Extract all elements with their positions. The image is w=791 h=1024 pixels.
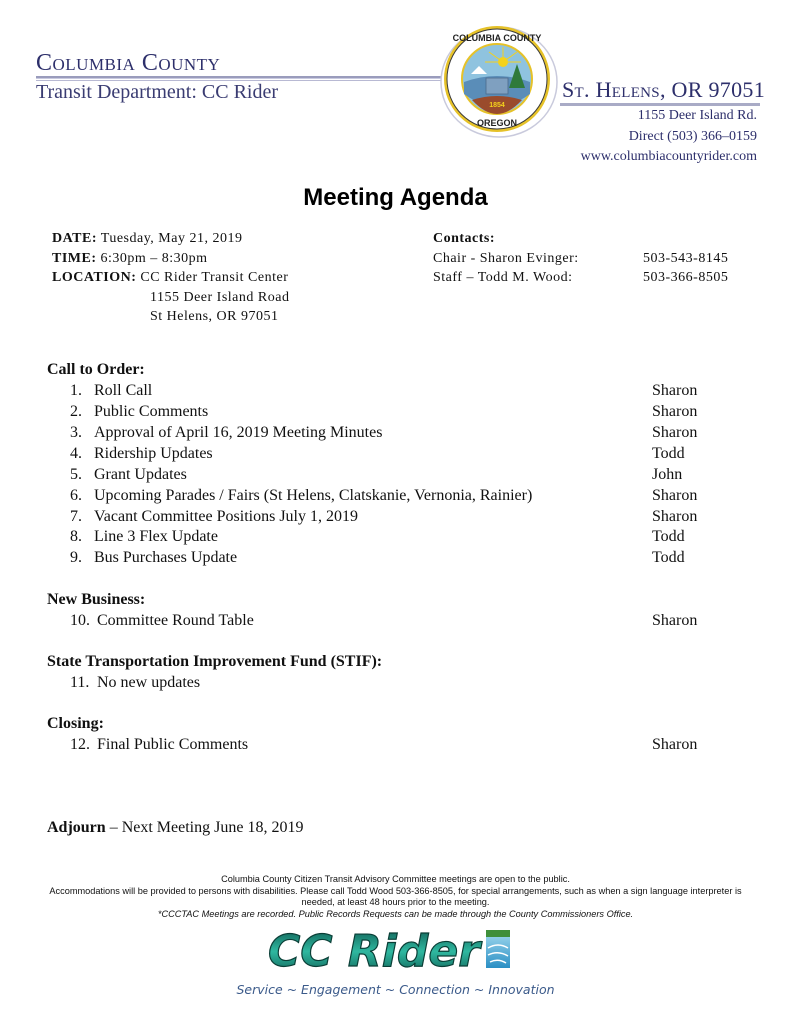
- agenda-item: [70, 424, 730, 442]
- svg-text:COLUMBIA COUNTY: COLUMBIA COUNTY: [452, 33, 542, 43]
- footer-line-records: *CCCTAC Meetings are recorded. Public Records Requests can be made through the County Commissioners Office.: [157, 908, 634, 919]
- date-value: Tuesday, May 21, 2019: [100, 231, 243, 246]
- item-presenter: Todd: [652, 528, 685, 545]
- item-text: Roll Call: [94, 382, 153, 399]
- meeting-info: [52, 229, 289, 327]
- item-text: No new updates: [97, 674, 201, 691]
- agenda-item: [70, 674, 730, 692]
- adjourn-label: Adjourn: [47, 819, 106, 836]
- item-text: Approval of April 16, 2019 Meeting Minutes: [94, 424, 383, 441]
- brand-tagline: Service ~ Engagement ~ Connection ~ Innovation: [236, 982, 555, 997]
- address-rule: [560, 103, 760, 106]
- item-presenter: Sharon: [652, 508, 698, 525]
- item-presenter: Sharon: [652, 612, 698, 629]
- contact-role: Chair - Sharon Evinger:: [433, 250, 579, 266]
- agenda-item: [70, 612, 730, 630]
- county-seal-icon: [437, 22, 561, 140]
- date-label: DATE:: [52, 231, 98, 246]
- website-link[interactable]: www.columbiacountyrider.com: [580, 149, 757, 164]
- item-text: Line 3 Flex Update: [94, 528, 218, 545]
- section-heading-closing: Closing:: [47, 715, 104, 732]
- item-presenter: Sharon: [652, 487, 698, 504]
- location-line-1: CC Rider Transit Center: [140, 270, 289, 285]
- contact-row: [433, 268, 728, 288]
- item-number: 5.: [70, 466, 82, 483]
- agenda-item: [70, 528, 730, 546]
- item-number: 9.: [70, 549, 82, 566]
- section-heading-stif: State Transportation Improvement Fund (STIF):: [47, 653, 383, 670]
- agenda-item: [70, 508, 730, 526]
- footer-notice: [40, 874, 751, 920]
- time-row: [52, 249, 289, 269]
- svg-text:OREGON: OREGON: [476, 118, 518, 128]
- direct-phone: Direct (503) 366–0159: [628, 129, 757, 144]
- department-name: Transit Department: CC Rider: [36, 81, 279, 103]
- item-presenter: Sharon: [652, 382, 698, 399]
- location-line-3: St Helens, OR 97051: [150, 309, 279, 324]
- item-presenter: Sharon: [652, 403, 698, 420]
- section-heading-new-business: New Business:: [47, 591, 146, 608]
- adjourn-line: [47, 819, 303, 837]
- item-number: 6.: [70, 487, 82, 504]
- agenda-item: [70, 487, 730, 505]
- river-icon: [486, 930, 510, 968]
- footer-line-public: Columbia County Citizen Transit Advisory Committee meetings are open to the public.: [221, 874, 570, 884]
- item-number: 1.: [70, 382, 82, 399]
- item-text: Ridership Updates: [94, 445, 213, 462]
- contact-phone: 503-543-8145: [643, 250, 729, 266]
- contact-row: [433, 249, 728, 269]
- agenda-item: [70, 736, 730, 754]
- item-presenter: Sharon: [652, 424, 698, 441]
- item-text: Upcoming Parades / Fairs (St Helens, Clatskanie, Vernonia, Rainier): [94, 487, 533, 504]
- agenda-item: [70, 382, 730, 400]
- city-state-zip: St. Helens, OR 97051: [562, 77, 766, 102]
- contacts-label: Contacts:: [433, 231, 496, 246]
- agenda-item: [70, 466, 730, 484]
- item-text: Vacant Committee Positions July 1, 2019: [94, 508, 358, 525]
- cc-rider-logo: [266, 924, 516, 974]
- item-number: 4.: [70, 445, 82, 462]
- item-text: Public Comments: [94, 403, 209, 420]
- contacts: [433, 229, 728, 288]
- county-name: Columbia County: [36, 50, 221, 76]
- item-number: 7.: [70, 508, 82, 525]
- agenda-item: [70, 445, 730, 463]
- next-meeting: – Next Meeting June 18, 2019: [105, 819, 304, 836]
- item-presenter: Sharon: [652, 736, 698, 753]
- svg-text:1854: 1854: [489, 102, 505, 109]
- date-row: [52, 229, 289, 249]
- section-heading-call-to-order: Call to Order:: [47, 361, 145, 378]
- time-value: 6:30pm – 8:30pm: [100, 250, 208, 266]
- location-row: [52, 268, 289, 288]
- item-number: 10.: [70, 612, 90, 629]
- item-presenter: Todd: [652, 549, 685, 566]
- item-text: Committee Round Table: [97, 612, 254, 629]
- street-address: 1155 Deer Island Rd.: [637, 108, 757, 123]
- item-number: 8.: [70, 528, 82, 545]
- item-text: Final Public Comments: [97, 736, 249, 753]
- header-rule: [36, 76, 441, 79]
- item-text: Grant Updates: [94, 466, 187, 483]
- page-title: Meeting Agenda: [303, 184, 488, 211]
- item-number: 2.: [70, 403, 82, 420]
- item-number: 11.: [70, 674, 90, 691]
- item-number: 12.: [70, 736, 90, 753]
- item-number: 3.: [70, 424, 82, 441]
- agenda-item: [70, 403, 730, 421]
- location-label: LOCATION:: [52, 270, 137, 285]
- item-text: Bus Purchases Update: [94, 549, 238, 566]
- item-presenter: Todd: [652, 445, 685, 462]
- footer-line-accommodations: Accommodations will be provided to persons with disabilities. Please call Todd Wood 503-366-8505, for special arrangements, such as when a sign language interpreter is needed, at least 48 hours prior to the meeting.: [49, 885, 742, 907]
- item-presenter: John: [652, 466, 683, 483]
- agenda-item: [70, 549, 730, 567]
- location-line-2: 1155 Deer Island Road: [150, 289, 290, 305]
- contact-role: Staff – Todd M. Wood:: [433, 270, 573, 285]
- time-label: TIME:: [52, 250, 97, 266]
- logo-wordmark: CC Rider: [268, 926, 480, 974]
- contact-phone: 503-366-8505: [643, 270, 729, 285]
